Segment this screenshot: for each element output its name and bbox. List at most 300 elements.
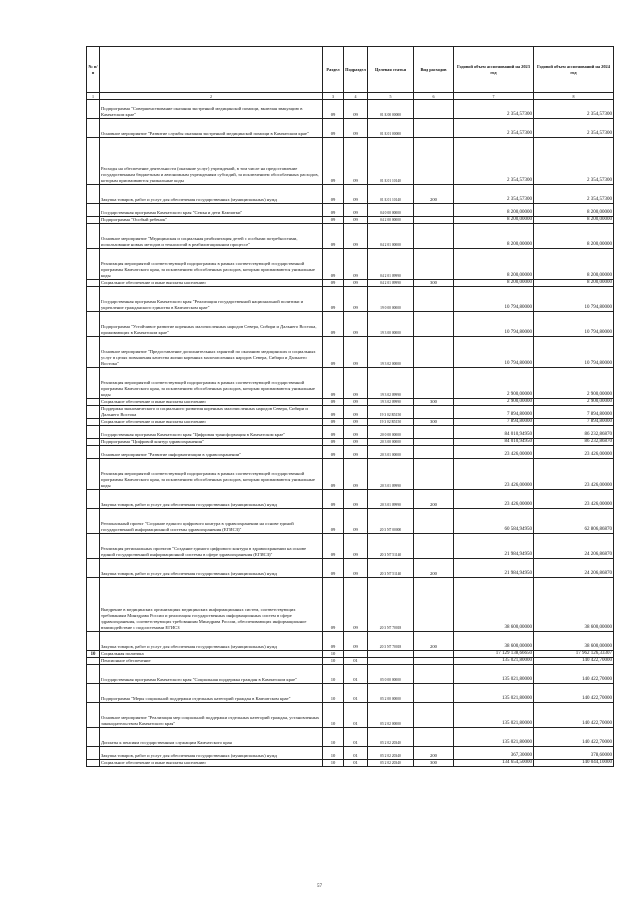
row-expense-type: [414, 446, 454, 459]
row-target: 01 Б 00 00000: [368, 100, 414, 119]
row-name: Социальное обеспечение и иные выплаты населению: [100, 419, 323, 426]
row-number: [87, 406, 100, 419]
row-subsection: [344, 651, 368, 658]
row-name: Основное мероприятие "Реализация мер социальной поддержки отдельных категорий граждан, установленных законодательством Камчатского края": [100, 703, 323, 728]
row-expense-type: [414, 249, 454, 280]
row-amount-2024: 378,60000: [534, 747, 614, 760]
row-number: [87, 100, 100, 119]
row-amount-2024: 140 044,10000: [534, 760, 614, 767]
row-target: 19 3 02 09990: [368, 368, 414, 399]
row-expense-type: [414, 665, 454, 684]
row-target: 01 Б 01 10140: [368, 185, 414, 204]
row-section: 09: [323, 224, 344, 249]
row-amount-2023: 135 021,80000: [454, 728, 534, 747]
row-subsection: 01: [344, 747, 368, 760]
row-amount-2023: 8 200,00000: [454, 217, 534, 224]
row-target: 04 2 01 00000: [368, 224, 414, 249]
column-number: 4: [344, 93, 368, 100]
row-section: 09: [323, 185, 344, 204]
table-row: [87, 287, 614, 312]
row-name: Социальное обеспечение и иные выплаты населению: [100, 399, 323, 406]
row-name: Реализация мероприятий соответствующей подпрограммы в рамках соответствующей государственной программы Камчатского края, за исключением обособленных расходов, которым присваиваются уникальные коды: [100, 249, 323, 280]
column-number: 5: [368, 93, 414, 100]
row-amount-2024: 7 894,80000: [534, 406, 614, 419]
row-target: 05 2 00 00000: [368, 684, 414, 703]
row-subsection: 09: [344, 534, 368, 559]
table-row: [87, 119, 614, 138]
row-section: 09: [323, 459, 344, 490]
row-amount-2024: 24 206,86870: [534, 534, 614, 559]
row-section: 10: [323, 684, 344, 703]
row-amount-2024: 23 426,00000: [534, 490, 614, 509]
row-target: 20 3 N7 70018: [368, 632, 414, 651]
row-amount-2024: 23 426,00000: [534, 459, 614, 490]
row-number: [87, 337, 100, 368]
row-amount-2023: 8 200,00000: [454, 249, 534, 280]
row-amount-2023: 38 600,00000: [454, 632, 534, 651]
table-row: [87, 665, 614, 684]
row-expense-type: [414, 459, 454, 490]
row-number: [87, 368, 100, 399]
row-amount-2023: 17 129 138,66650: [454, 651, 534, 658]
row-expense-type: [414, 287, 454, 312]
row-target: 20 3 01 09990: [368, 490, 414, 509]
table-row: [87, 534, 614, 559]
row-section: 09: [323, 578, 344, 632]
row-amount-2024: 2 354,57300: [534, 100, 614, 119]
row-subsection: 09: [344, 419, 368, 426]
row-amount-2024: 140 422,70000: [534, 658, 614, 665]
row-name: Закупка товаров, работ и услуг для обеспечения государственных (муниципальных) нужд: [100, 747, 323, 760]
row-number: [87, 559, 100, 578]
row-number: [87, 684, 100, 703]
table-row: [87, 224, 614, 249]
row-name: Государственная программа Камчатского края "Семья и дети Камчатки": [100, 204, 323, 217]
row-target: 20 3 N7 51140: [368, 534, 414, 559]
row-name: Государственная программа Камчатского края "Реализация государственной национальной политики и укрепление гражданского единства в Камчатском крае": [100, 287, 323, 312]
row-target: [368, 651, 414, 658]
row-amount-2024: 86 232,86870: [534, 439, 614, 446]
row-section: 09: [323, 632, 344, 651]
header-expense-type: Вид расходов: [414, 47, 454, 93]
budget-table: [86, 46, 614, 767]
row-name: Основное мероприятие "Развитие информатизации в здравоохранении": [100, 446, 323, 459]
row-amount-2023: 7 894,80000: [454, 406, 534, 419]
row-section: 09: [323, 559, 344, 578]
row-expense-type: 300: [414, 419, 454, 426]
table-row: [87, 419, 614, 426]
row-name: Реализация мероприятий соответствующей подпрограммы в рамках соответствующей государственной программы Камчатского края, за исключением обособленных расходов, которым присваиваются уникальные коды: [100, 459, 323, 490]
row-amount-2023: 84 010,94950: [454, 439, 534, 446]
row-name: Подпрограмма "Устойчивое развитие коренных малочисленных народов Севера, Сибири и Дальнего Востока, проживающих в Камчатском крае": [100, 312, 323, 337]
row-name: Подпрограмма "Цифровой контур здравоохранения": [100, 439, 323, 446]
header-row: [87, 47, 614, 93]
table-row: [87, 559, 614, 578]
row-amount-2024: 140 422,70000: [534, 703, 614, 728]
row-amount-2023: 10 794,80000: [454, 312, 534, 337]
row-amount-2024: 8 200,00000: [534, 217, 614, 224]
row-amount-2024: 86 232,86870: [534, 426, 614, 439]
row-amount-2024: 38 600,00000: [534, 578, 614, 632]
row-amount-2023: 2 900,00000: [454, 399, 534, 406]
row-number: [87, 760, 100, 767]
row-subsection: 09: [344, 446, 368, 459]
row-target: 05 2 02 20340: [368, 760, 414, 767]
row-subsection: 01: [344, 684, 368, 703]
table-row: [87, 658, 614, 665]
row-expense-type: [414, 217, 454, 224]
row-target: 20 3 01 00000: [368, 446, 414, 459]
row-amount-2023: 134 654,50000: [454, 760, 534, 767]
row-amount-2023: 23 426,00000: [454, 459, 534, 490]
row-amount-2023: 60 584,94950: [454, 509, 534, 534]
row-expense-type: [414, 439, 454, 446]
row-section: 09: [323, 204, 344, 217]
row-section: 09: [323, 426, 344, 439]
row-number: [87, 426, 100, 439]
table-row: [87, 439, 614, 446]
row-section: 10: [323, 665, 344, 684]
table-row: [87, 578, 614, 632]
row-target: 19 3 02 09990: [368, 399, 414, 406]
row-target: 05 2 02 00000: [368, 703, 414, 728]
header-num: № п/п: [87, 47, 100, 93]
row-expense-type: [414, 578, 454, 632]
row-number: [87, 217, 100, 224]
row-expense-type: [414, 119, 454, 138]
row-section: 09: [323, 249, 344, 280]
row-expense-type: 300: [414, 760, 454, 767]
row-amount-2024: 8 200,00000: [534, 204, 614, 217]
row-number: [87, 312, 100, 337]
row-subsection: 01: [344, 728, 368, 747]
row-section: 09: [323, 446, 344, 459]
row-name: Пенсионное обеспечение: [100, 658, 323, 665]
header-subsection: Подраздел: [344, 47, 368, 93]
row-subsection: 09: [344, 249, 368, 280]
column-number: 1: [87, 93, 100, 100]
row-subsection: 09: [344, 399, 368, 406]
row-expense-type: [414, 312, 454, 337]
row-number: [87, 224, 100, 249]
row-amount-2023: 2 354,57300: [454, 100, 534, 119]
row-number: [87, 399, 100, 406]
row-name: Государственная программа Камчатского края "Цифровая трансформация в Камчатском крае": [100, 426, 323, 439]
row-subsection: 01: [344, 760, 368, 767]
header-2024: Годовой объем ассигнований на 2024 год: [534, 47, 614, 93]
row-subsection: 09: [344, 406, 368, 419]
table-row: [87, 651, 614, 658]
row-section: 10: [323, 658, 344, 665]
row-number: [87, 185, 100, 204]
table-row: [87, 490, 614, 509]
row-number: [87, 446, 100, 459]
row-amount-2023: 21 984,94950: [454, 559, 534, 578]
table-body: [87, 100, 614, 767]
row-name: Социальная политика: [100, 651, 323, 658]
row-amount-2023: 10 794,80000: [454, 287, 534, 312]
row-number: [87, 439, 100, 446]
row-amount-2024: 17 962 126,33307: [534, 651, 614, 658]
row-subsection: 09: [344, 632, 368, 651]
row-name: Реализация мероприятий соответствующей подпрограммы в рамках соответствующей государственной программы Камчатского края, за исключением обособленных расходов, которым присваиваются уникальные коды: [100, 368, 323, 399]
row-amount-2023: 8 200,00000: [454, 280, 534, 287]
row-subsection: 09: [344, 280, 368, 287]
row-expense-type: [414, 728, 454, 747]
row-section: 09: [323, 368, 344, 399]
row-subsection: 09: [344, 287, 368, 312]
row-target: 19 0 00 00000: [368, 287, 414, 312]
row-target: 20 0 00 00000: [368, 426, 414, 439]
row-target: 04 2 01 09990: [368, 280, 414, 287]
row-expense-type: [414, 658, 454, 665]
row-amount-2023: 135 021,80000: [454, 684, 534, 703]
row-number: [87, 459, 100, 490]
row-section: 10: [323, 651, 344, 658]
row-number: [87, 490, 100, 509]
table-row: [87, 632, 614, 651]
row-section: 09: [323, 490, 344, 509]
row-section: 09: [323, 312, 344, 337]
row-name: Государственная программа Камчатского края "Социальная поддержка граждан в Камчатском крае": [100, 665, 323, 684]
row-name: Расходы на обеспечение деятельности (оказание услуг) учреждений, в том числе на предоставление государственным бюджетным и автономным учреждениям субсидий, за исключением обособленных расходов, которым присваиваются уникальные коды: [100, 138, 323, 185]
column-number: 2: [100, 93, 323, 100]
table-row: [87, 138, 614, 185]
row-section: 09: [323, 406, 344, 419]
row-expense-type: 300: [414, 280, 454, 287]
table-row: [87, 312, 614, 337]
row-section: 09: [323, 439, 344, 446]
row-amount-2024: 24 206,86870: [534, 559, 614, 578]
row-number: [87, 280, 100, 287]
table-row: [87, 100, 614, 119]
row-amount-2023: 367,30000: [454, 747, 534, 760]
row-subsection: 09: [344, 490, 368, 509]
table-row: [87, 684, 614, 703]
row-section: 09: [323, 419, 344, 426]
row-subsection: 09: [344, 100, 368, 119]
row-expense-type: [414, 684, 454, 703]
page-number: 57: [317, 884, 322, 889]
table-row: [87, 703, 614, 728]
row-name: Подпрограмма "Меры социальной поддержки отдельных категорий граждан в Камчатском крае": [100, 684, 323, 703]
row-subsection: 09: [344, 509, 368, 534]
table-row: [87, 204, 614, 217]
row-expense-type: [414, 426, 454, 439]
table-row: [87, 217, 614, 224]
row-target: 20 3 N7 51140: [368, 559, 414, 578]
row-subsection: 09: [344, 578, 368, 632]
row-name: Поддержка экономического и социального развития коренных малочисленных народов Севера, Сибири и Дальнего Востока: [100, 406, 323, 419]
row-subsection: 09: [344, 224, 368, 249]
table-row: [87, 249, 614, 280]
row-subsection: 09: [344, 138, 368, 185]
table-row: [87, 747, 614, 760]
table-row: [87, 426, 614, 439]
row-expense-type: [414, 534, 454, 559]
budget-sheet: [86, 46, 613, 767]
row-subsection: 01: [344, 703, 368, 728]
table-row: [87, 368, 614, 399]
row-expense-type: 300: [414, 399, 454, 406]
header-target: Целевая статья: [368, 47, 414, 93]
row-expense-type: [414, 406, 454, 419]
row-subsection: 09: [344, 459, 368, 490]
row-name: Подпрограмма "Особый ребенок": [100, 217, 323, 224]
row-name: Основное мероприятие "Медицинская и социальная реабилитация детей с особыми потребностями, использование новых методов и технологий в реабилитационном процессе": [100, 224, 323, 249]
row-expense-type: [414, 100, 454, 119]
row-target: 20 3 N7 70018: [368, 578, 414, 632]
row-section: 09: [323, 217, 344, 224]
row-section: 09: [323, 337, 344, 368]
row-number: [87, 534, 100, 559]
table-row: [87, 185, 614, 204]
table-row: [87, 459, 614, 490]
row-amount-2023: 135 021,80000: [454, 658, 534, 665]
row-section: 09: [323, 534, 344, 559]
row-amount-2024: 8 200,00000: [534, 280, 614, 287]
row-number: [87, 138, 100, 185]
row-expense-type: 200: [414, 185, 454, 204]
row-name: Социальное обеспечение и иные выплаты населению: [100, 280, 323, 287]
row-amount-2024: 2 354,57300: [534, 119, 614, 138]
row-section: 10: [323, 760, 344, 767]
row-amount-2024: 140 422,70000: [534, 684, 614, 703]
row-amount-2023: 2 354,57300: [454, 119, 534, 138]
row-subsection: 09: [344, 439, 368, 446]
row-target: 19 3 02 00000: [368, 337, 414, 368]
row-number: [87, 119, 100, 138]
row-amount-2023: 8 200,00000: [454, 224, 534, 249]
row-subsection: 09: [344, 426, 368, 439]
column-number-row: [87, 93, 614, 100]
row-amount-2023: 7 894,80000: [454, 419, 534, 426]
row-number: [87, 509, 100, 534]
table-row: [87, 280, 614, 287]
row-number: [87, 249, 100, 280]
row-target: 05 2 02 20340: [368, 728, 414, 747]
row-amount-2023: 2 900,00000: [454, 368, 534, 399]
row-expense-type: [414, 224, 454, 249]
header-name: [100, 47, 323, 93]
row-amount-2023: 2 354,57300: [454, 138, 534, 185]
row-number: [87, 728, 100, 747]
row-subsection: 09: [344, 185, 368, 204]
row-name: Реализация региональных проектов "Создание единого цифрового контура в здравоохранении на основе единой государственной информационной системы в сфере здравоохранения (ЕГИСЗ)": [100, 534, 323, 559]
row-target: 01 Б 01 00000: [368, 119, 414, 138]
row-expense-type: 200: [414, 490, 454, 509]
row-target: 19 3 02 R5150: [368, 406, 414, 419]
row-amount-2024: 140 422,70000: [534, 665, 614, 684]
row-number: [87, 658, 100, 665]
row-target: 04 2 01 09990: [368, 249, 414, 280]
row-number: [87, 703, 100, 728]
header-2023: Годовой объем ассигнований на 2023 год: [454, 47, 534, 93]
row-subsection: 09: [344, 368, 368, 399]
row-amount-2024: 2 900,00000: [534, 399, 614, 406]
row-name: Доплаты к пенсиям государственным служащим Камчатского края: [100, 728, 323, 747]
header-section: Раздел: [323, 47, 344, 93]
row-amount-2024: 140 422,70000: [534, 728, 614, 747]
row-amount-2024: 23 426,00000: [534, 446, 614, 459]
row-name: Социальное обеспечение и иные выплаты населению: [100, 760, 323, 767]
row-amount-2023: 2 354,57300: [454, 185, 534, 204]
row-target: 04 0 00 00000: [368, 204, 414, 217]
row-expense-type: [414, 509, 454, 534]
row-subsection: 09: [344, 119, 368, 138]
column-number: 6: [414, 93, 454, 100]
row-number: [87, 204, 100, 217]
table-row: [87, 760, 614, 767]
row-expense-type: 200: [414, 747, 454, 760]
row-section: 10: [323, 747, 344, 760]
row-number: 10: [87, 651, 100, 658]
row-name: Закупка товаров, работ и услуг для обеспечения государственных (муниципальных) нужд: [100, 490, 323, 509]
row-expense-type: [414, 337, 454, 368]
row-number: [87, 419, 100, 426]
row-expense-type: 200: [414, 632, 454, 651]
row-section: 09: [323, 287, 344, 312]
row-amount-2023: 38 600,00000: [454, 578, 534, 632]
row-section: 10: [323, 703, 344, 728]
row-amount-2023: 23 426,00000: [454, 490, 534, 509]
table-row: [87, 406, 614, 419]
row-subsection: 09: [344, 217, 368, 224]
row-amount-2024: 38 600,00000: [534, 632, 614, 651]
row-section: 09: [323, 280, 344, 287]
row-target: 05 0 00 00000: [368, 665, 414, 684]
row-target: 01 Б 01 10140: [368, 138, 414, 185]
column-number: 3: [323, 93, 344, 100]
table-row: [87, 509, 614, 534]
row-amount-2023: 8 200,00000: [454, 204, 534, 217]
row-target: 04 2 00 00000: [368, 217, 414, 224]
table-row: [87, 728, 614, 747]
row-name: Внедрение в медицинских организациях медицинских информационных систем, соответствующих требованиям Минздрава России и реализация государственных информационных систем в сфере здравоохранения, соответствующих требованиям Минздрава России, обеспечивающих информационное взаимодействие с подсистемами ЕГИСЗ: [100, 578, 323, 632]
row-number: [87, 287, 100, 312]
table-row: [87, 337, 614, 368]
row-subsection: 01: [344, 658, 368, 665]
row-section: 09: [323, 138, 344, 185]
row-subsection: 09: [344, 559, 368, 578]
row-amount-2023: 21 984,94950: [454, 534, 534, 559]
table-row: [87, 446, 614, 459]
row-expense-type: [414, 138, 454, 185]
row-expense-type: 200: [414, 559, 454, 578]
row-name: Закупка товаров, работ и услуг для обеспечения государственных (муниципальных) нужд: [100, 559, 323, 578]
table-row: [87, 399, 614, 406]
row-target: 19 3 00 00000: [368, 312, 414, 337]
row-amount-2024: 10 794,80000: [534, 287, 614, 312]
row-number: [87, 578, 100, 632]
row-expense-type: [414, 204, 454, 217]
row-amount-2023: 23 426,00000: [454, 446, 534, 459]
row-target: 19 3 02 R5150: [368, 419, 414, 426]
row-name: Основное мероприятие "Предоставление дополнительных гарантий по оказанию медицинских и социальных услуг в целях повышения качества жизни коренных малочисленных народов Севера, Сибири и Дальнего Востока": [100, 337, 323, 368]
row-section: 09: [323, 119, 344, 138]
row-name: Закупка товаров, работ и услуг для обеспечения государственных (муниципальных) нужд: [100, 185, 323, 204]
row-amount-2024: 2 354,57300: [534, 138, 614, 185]
row-target: [368, 658, 414, 665]
row-amount-2023: 10 794,80000: [454, 337, 534, 368]
row-subsection: 09: [344, 204, 368, 217]
row-amount-2024: 10 794,80000: [534, 337, 614, 368]
row-section: 09: [323, 399, 344, 406]
row-target: 20 3 00 00000: [368, 439, 414, 446]
row-number: [87, 632, 100, 651]
row-name: Основное мероприятие "Развитие службы оказания экстренной медицинской помощи в Камчатском крае": [100, 119, 323, 138]
row-section: 09: [323, 100, 344, 119]
